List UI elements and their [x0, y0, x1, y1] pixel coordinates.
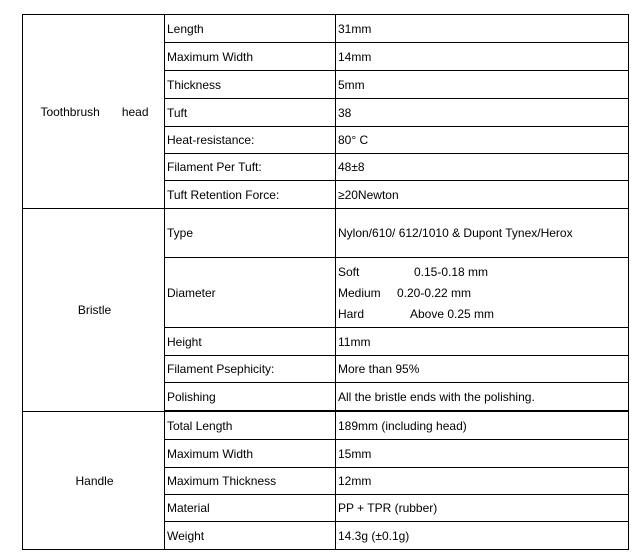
row-label: Type	[165, 209, 336, 258]
row-value: 38	[336, 99, 629, 127]
section-toothbrush-head	[23, 15, 165, 209]
row-label: Maximum Width	[165, 43, 336, 71]
row-value: ≥20Newton	[336, 181, 629, 209]
diameter-line-soft	[338, 261, 628, 282]
diameter-value: 0.15-0.18 mm	[414, 264, 489, 279]
diameter-values	[336, 258, 629, 328]
diameter-key: Medium	[338, 285, 381, 300]
row-label: Thickness	[165, 71, 336, 99]
row-value: 48±8	[336, 154, 629, 181]
row-value: Nylon/610/ 612/1010 & Dupont Tynex/Herox	[336, 209, 629, 258]
row-value: 31mm	[336, 15, 629, 43]
section-title-part1: Toothbrush	[40, 104, 100, 119]
row-label: Heat-resistance:	[165, 127, 336, 154]
row-value: 12mm	[336, 468, 629, 495]
row-label: Maximum Thickness	[165, 468, 336, 495]
row-value: All the bristle ends with the polishing.	[336, 383, 629, 411]
row-value: 80° C	[336, 127, 629, 154]
row-label: Length	[165, 15, 336, 43]
diameter-key: Soft	[338, 264, 360, 279]
row-value: 15mm	[336, 440, 629, 468]
row-value: PP + TPR (rubber)	[336, 495, 629, 522]
row-label: Filament Psephicity:	[165, 356, 336, 383]
table-row	[23, 209, 629, 258]
table-row	[23, 412, 629, 440]
row-value: 5mm	[336, 71, 629, 99]
row-label: Maximum Width	[165, 440, 336, 468]
diameter-line-hard	[338, 303, 628, 324]
diameter-value: 0.20-0.22 mm	[397, 285, 472, 300]
row-label: Tuft Retention Force:	[165, 181, 336, 209]
row-value: More than 95%	[336, 356, 629, 383]
row-value: 14.3g (±0.1g)	[336, 522, 629, 550]
table-row	[23, 15, 629, 43]
row-label: Diameter	[165, 258, 336, 328]
row-label: Weight	[165, 522, 336, 550]
row-label: Tuft	[165, 99, 336, 127]
section-bristle: Bristle	[23, 209, 165, 412]
section-title-part2: head	[121, 104, 149, 119]
row-label: Filament Per Tuft:	[165, 154, 336, 181]
specification-table	[22, 14, 629, 550]
row-value: 14mm	[336, 43, 629, 71]
row-label: Material	[165, 495, 336, 522]
row-label: Polishing	[165, 383, 336, 411]
row-label: Height	[165, 328, 336, 356]
section-handle: Handle	[23, 412, 165, 550]
row-value: 11mm	[336, 328, 629, 356]
diameter-key: Hard	[338, 306, 365, 321]
row-label: Total Length	[165, 412, 336, 440]
row-value: 189mm (including head)	[336, 412, 629, 440]
diameter-line-medium	[338, 282, 628, 303]
diameter-value: Above 0.25 mm	[410, 306, 495, 321]
